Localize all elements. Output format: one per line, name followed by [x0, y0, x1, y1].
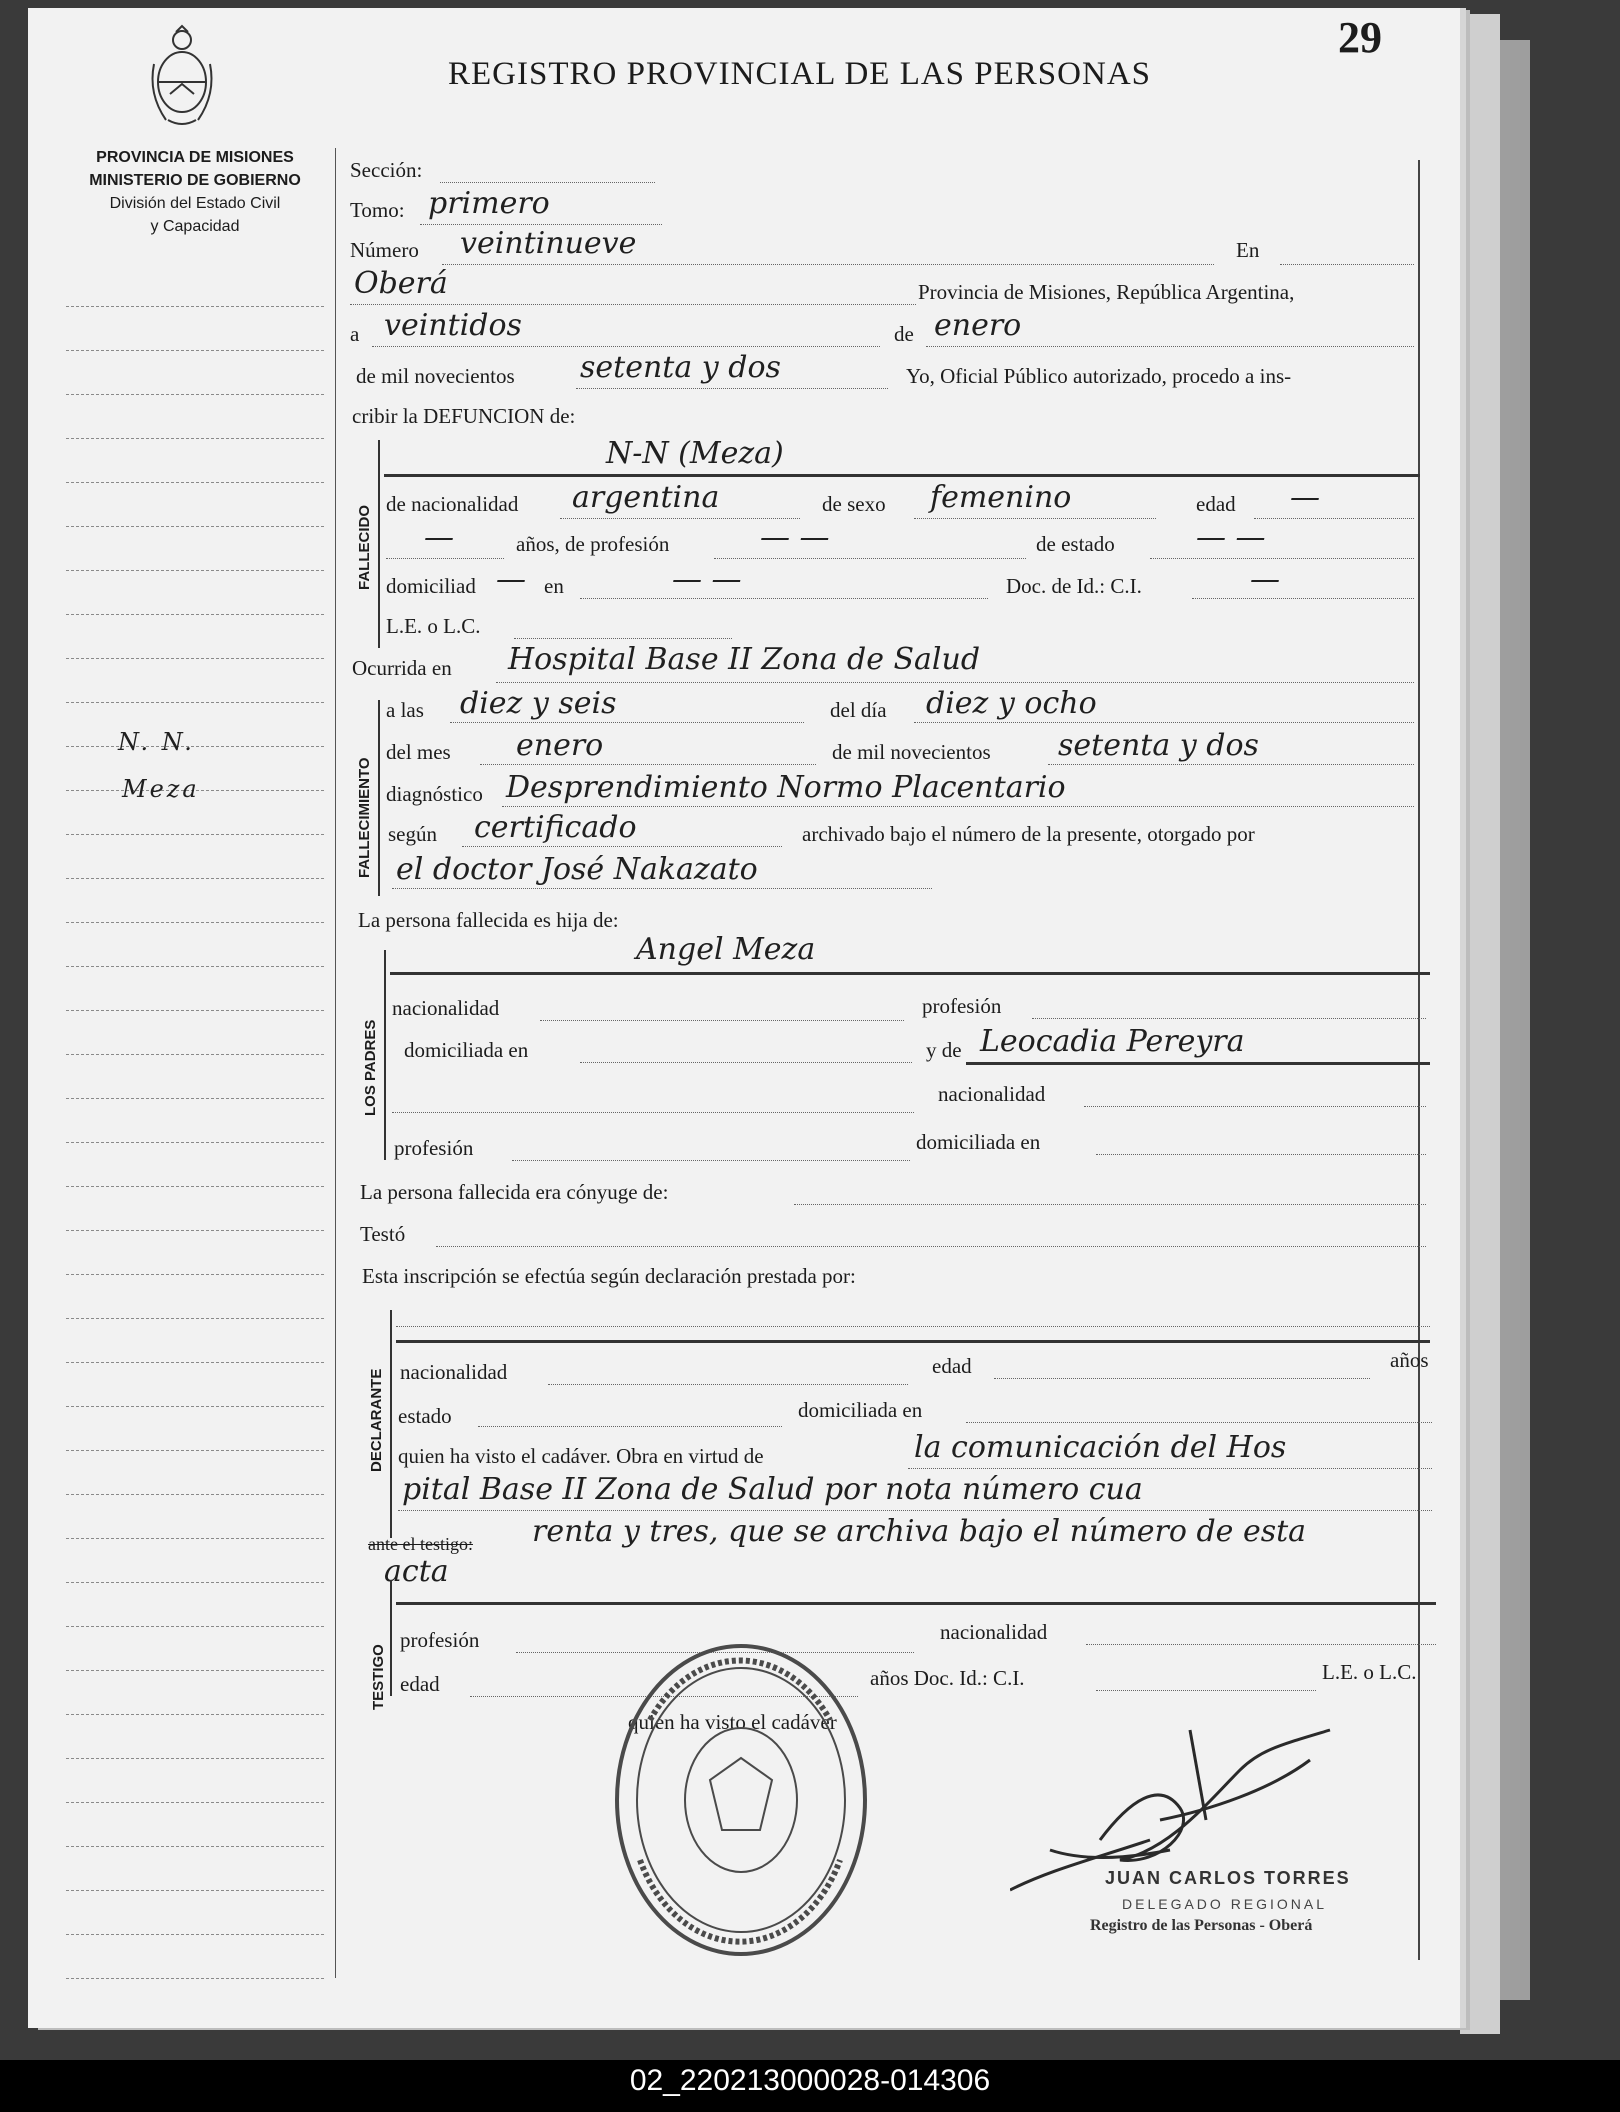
label-edad-testigo: edad [400, 1672, 440, 1696]
margin-rule [66, 1010, 324, 1011]
margin-rule [66, 746, 324, 747]
label-inscribir: cribir la DEFUNCION de: [352, 404, 576, 428]
line-profesion [714, 558, 1026, 559]
section-bar-fallecido [378, 440, 380, 648]
label-anos-declarante: años [1390, 1348, 1429, 1372]
label-estado: de estado [1036, 532, 1115, 556]
margin-rule [66, 966, 324, 967]
line-madre-extra [392, 1112, 914, 1113]
value-dia: veintidos [384, 308, 522, 343]
line-mes [926, 346, 1414, 347]
signatory-role: DELEGADO REGIONAL [1122, 1896, 1328, 1912]
label-a: a [350, 322, 360, 346]
value-lugar: Oberá [354, 266, 448, 301]
section-bar-testigo [390, 1580, 392, 1696]
value-madre: Leocadia Pereyra [980, 1024, 1245, 1059]
label-domiciliada-declarante: domiciliada en [798, 1398, 923, 1422]
label-ante-testigo: ante el testigo: [368, 1534, 473, 1554]
line-mes-fall [480, 764, 816, 765]
line-testigo-nombre [396, 1602, 1436, 1605]
label-profesion-testigo: profesión [400, 1628, 480, 1652]
header-ministry: MINISTERIO DE GOBIERNO [89, 172, 301, 189]
label-conyuge: La persona fallecida era cónyuge de: [360, 1180, 669, 1204]
header-province: PROVINCIA DE MISIONES [96, 149, 294, 166]
right-border [1418, 160, 1420, 1960]
line-en [1280, 264, 1414, 265]
line-anos [386, 558, 504, 559]
value-hora: diez y seis [460, 686, 617, 721]
label-doc-id: Doc. de Id.: C.I. [1006, 574, 1142, 598]
label-en: En [1236, 238, 1260, 262]
label-nacionalidad-declarante: nacionalidad [400, 1360, 508, 1384]
label-y-de: y de [926, 1038, 962, 1062]
margin-rule [66, 614, 324, 615]
value-en: — — [672, 562, 742, 597]
margin-rule [66, 306, 324, 307]
margin-rule [66, 702, 324, 703]
value-anio: setenta y dos [580, 350, 781, 385]
label-de-nacionalidad: de nacionalidad [386, 492, 519, 516]
margin-note-surname: Meza [122, 775, 200, 803]
line-anio [576, 388, 888, 389]
label-nacionalidad-padre: nacionalidad [392, 996, 500, 1020]
line-dia [372, 346, 880, 347]
line-estado [1150, 558, 1414, 559]
margin-rule [66, 526, 324, 527]
value-obra-2: pital Base II Zona de Salud por nota número cua [402, 1472, 1143, 1507]
margin-rule [66, 1846, 324, 1847]
line-seccion [440, 182, 655, 183]
margin-rule [66, 570, 324, 571]
line-lugar [350, 304, 916, 305]
line-dia-fall [914, 722, 1414, 723]
margin-rule [66, 1450, 324, 1451]
label-en2: en [544, 574, 564, 598]
margin-rule [66, 878, 324, 879]
value-mes-fall: enero [516, 728, 604, 763]
label-ocurrida: Ocurrida en [352, 656, 452, 680]
label-inscripcion: Esta inscripción se efectúa según declaración prestada por: [362, 1264, 856, 1288]
label-testo: Testó [360, 1222, 406, 1246]
margin-rule [66, 1230, 324, 1231]
value-mes: enero [934, 308, 1022, 343]
line-profesion-madre [512, 1160, 910, 1161]
line-declarante-nombre [396, 1326, 1430, 1327]
margin-rule [66, 922, 324, 923]
margin-rule [66, 1626, 324, 1627]
label-provincia: Provincia de Misiones, República Argentina, [918, 280, 1295, 304]
signatory-office: Registro de las Personas - Oberá [1090, 1917, 1313, 1934]
line-domiciliada-madre [1096, 1154, 1426, 1155]
page-number: 29 [1338, 13, 1382, 62]
margin-rule [66, 1186, 324, 1187]
margin-rule [66, 1406, 324, 1407]
value-diagnostico: Desprendimiento Normo Placentario [506, 770, 1066, 805]
label-diagnostico: diagnóstico [386, 782, 483, 806]
margin-rule [66, 394, 324, 395]
label-domiciliad: domiciliad [386, 574, 476, 598]
page-stack-edge [1500, 40, 1530, 2000]
line-estado-declarante [478, 1426, 782, 1427]
line-obra-2 [398, 1510, 1432, 1511]
label-seccion: Sección: [350, 158, 423, 182]
margin-rule [66, 1670, 324, 1671]
value-obra-4: acta [384, 1554, 449, 1589]
label-segun: según [388, 822, 437, 846]
line-nombre [384, 474, 1420, 477]
official-seal-icon [610, 1640, 872, 1960]
label-numero: Número [350, 238, 419, 262]
margin-rule [66, 1362, 324, 1363]
label-nacionalidad-madre: nacionalidad [938, 1082, 1046, 1106]
value-edad: — [1290, 480, 1320, 515]
label-a-las: a las [386, 698, 424, 722]
line-padre [390, 972, 1430, 975]
margin-rule [66, 1582, 324, 1583]
value-numero: veintinueve [460, 226, 637, 261]
line-le-lc [514, 638, 732, 639]
line-en2 [580, 598, 988, 599]
value-sexo: femenino [930, 480, 1072, 515]
label-profesion-padre: profesión [922, 994, 1002, 1018]
line-nacionalidad-testigo [1086, 1644, 1436, 1645]
margin-rule [66, 350, 324, 351]
margin-rule [66, 834, 324, 835]
label-le-lc: L.E. o L.C. [386, 614, 481, 638]
label-tomo: Tomo: [350, 198, 405, 222]
label-quien-visto-testigo: quien ha visto el cadáver [628, 1710, 837, 1734]
line-ocurrida [496, 682, 1414, 683]
section-padres: LOS PADRES [362, 1019, 379, 1116]
line-numero [442, 264, 1214, 265]
margin-rule [66, 1890, 324, 1891]
label-del-dia: del día [830, 698, 887, 722]
value-segun: certificado [474, 810, 637, 845]
line-hora [450, 722, 804, 723]
line-sexo [914, 518, 1156, 519]
margin-rule [66, 1714, 324, 1715]
margin-rule [66, 1538, 324, 1539]
value-ocurrida: Hospital Base II Zona de Salud [508, 642, 981, 677]
margin-rule [66, 1934, 324, 1935]
signatory-name: JUAN CARLOS TORRES [1105, 1868, 1351, 1888]
label-hija: La persona fallecida es hija de: [358, 908, 619, 932]
label-de: de [894, 322, 914, 346]
label-edad-declarante: edad [932, 1354, 972, 1378]
value-obra-3: renta y tres, que se archiva bajo el número de esta [532, 1514, 1307, 1549]
header-capacity: y Capacidad [150, 218, 240, 235]
section-fallecimiento: FALLECIMIENTO [356, 757, 373, 878]
section-declarante: DECLARANTE [368, 1368, 385, 1472]
line-edad-declarante [994, 1378, 1370, 1379]
value-dia-fall: diez y ocho [926, 686, 1097, 721]
value-anos: — [424, 520, 454, 555]
line-nacionalidad-padre [540, 1020, 904, 1021]
line-tomo [420, 224, 662, 225]
value-obra-1: la comunicación del Hos [914, 1430, 1287, 1465]
document-title: REGISTRO PROVINCIAL DE LAS PERSONAS [448, 56, 1152, 92]
page-edge [1460, 14, 1500, 2034]
issuer-header [60, 146, 330, 238]
section-bar-declarante [390, 1310, 392, 1538]
line-doc [1192, 598, 1414, 599]
line-edad [1254, 518, 1414, 519]
line-testo [436, 1246, 1426, 1247]
line-nacionalidad-madre [1084, 1106, 1426, 1107]
margin-rule [66, 438, 324, 439]
margin-rule [66, 1802, 324, 1803]
line-profesion-padre [1032, 1018, 1426, 1019]
label-archivado: archivado bajo el número de la presente, otorgado por [802, 822, 1255, 846]
label-oficial: Yo, Oficial Público autorizado, procedo a ins- [906, 364, 1292, 388]
label-nacionalidad-testigo: nacionalidad [940, 1620, 1048, 1644]
line-nacionalidad [560, 518, 800, 519]
label-domiciliada-padre: domiciliada en [404, 1038, 529, 1062]
line-declarante-nombre-bold [396, 1340, 1430, 1343]
section-bar-padres [384, 950, 386, 1160]
label-del-mes: del mes [386, 740, 451, 764]
label-le-lc-testigo: L.E. o L.C. [1322, 1660, 1417, 1684]
line-anio-fall [1048, 764, 1414, 765]
line-domiciliada-declarante [966, 1422, 1432, 1423]
header-division: División del Estado Civil [109, 195, 281, 212]
line-madre [966, 1062, 1430, 1065]
label-de-mil: de mil novecientos [356, 364, 515, 388]
margin-rule [66, 482, 324, 483]
line-obra-1 [908, 1468, 1432, 1469]
value-nacionalidad: argentina [572, 480, 720, 515]
scan-caption: 02_220213000028-014306 [629, 2064, 991, 2097]
value-estado: — — [1196, 520, 1266, 555]
label-estado-declarante: estado [398, 1404, 452, 1428]
line-nacionalidad-declarante [548, 1384, 908, 1385]
line-doctor [392, 888, 932, 889]
margin-note-name: N. N. [118, 728, 195, 756]
line-conyuge [794, 1204, 1426, 1205]
section-testigo: TESTIGO [370, 1644, 387, 1710]
label-domiciliada-madre: domiciliada en [916, 1130, 1041, 1154]
line-diagnostico [502, 806, 1414, 807]
value-doctor: el doctor José Nakazato [396, 852, 758, 887]
margin-rule [66, 1978, 324, 1979]
line-domiciliada-padre [580, 1062, 912, 1063]
label-sexo: de sexo [822, 492, 886, 516]
value-anio-fall: setenta y dos [1058, 728, 1259, 763]
label-profesion-madre: profesión [394, 1136, 474, 1160]
line-segun [462, 846, 782, 847]
margin-rule [66, 1318, 324, 1319]
margin-divider [335, 148, 336, 1978]
margin-rule [66, 1142, 324, 1143]
label-de-mil2: de mil novecientos [832, 740, 991, 764]
value-domiciliad: — [496, 562, 526, 597]
section-bar-fallecimiento [378, 700, 380, 896]
margin-rule [66, 1098, 324, 1099]
value-doc: — [1250, 562, 1280, 597]
coat-of-arms-icon [146, 24, 218, 132]
margin-rule [66, 1494, 324, 1495]
label-quien-visto: quien ha visto el cadáver. Obra en virtud de [398, 1444, 764, 1468]
margin-rule [66, 1758, 324, 1759]
label-anos-doc: años Doc. Id.: C.I. [870, 1666, 1025, 1690]
section-fallecido: FALLECIDO [356, 505, 373, 590]
margin-rule [66, 1274, 324, 1275]
margin-rule [66, 1054, 324, 1055]
label-edad: edad [1196, 492, 1236, 516]
value-tomo: primero [428, 186, 550, 221]
value-profesion: — — [760, 520, 830, 555]
margin-rule [66, 658, 324, 659]
value-padre: Angel Meza [636, 932, 816, 967]
value-nombre: N-N (Meza) [606, 436, 784, 471]
label-anos-profesion: años, de profesión [516, 532, 670, 556]
